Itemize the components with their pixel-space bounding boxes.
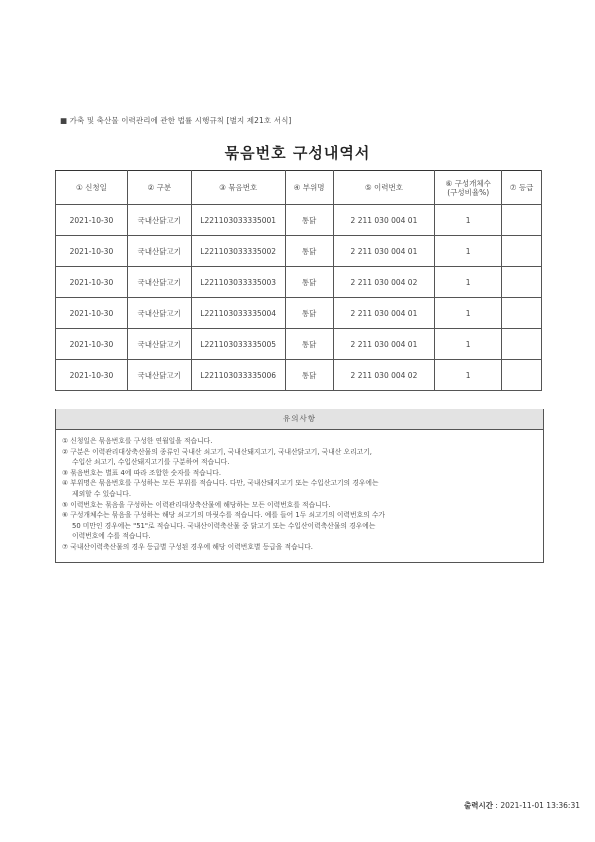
col-header-grade: ⑦ 등급 xyxy=(502,171,542,205)
table-row xyxy=(56,267,542,298)
col-header-category: ② 구분 xyxy=(127,171,191,205)
cell-bundle-number: L221103033335005 xyxy=(191,329,285,360)
cell-count: 1 xyxy=(435,205,502,236)
cell-count: 1 xyxy=(435,267,502,298)
cell-bundle-number: L221103033335001 xyxy=(191,205,285,236)
note-item: 이력번호에 수를 적습니다. xyxy=(72,532,151,541)
notes-body xyxy=(56,430,543,562)
form-reference-note: ■ 가축 및 축산물 이력관리에 관한 법률 시행규칙 [별지 제21호 서식] xyxy=(60,116,292,125)
cell-bundle-number: L221103033335006 xyxy=(191,360,285,391)
table-row xyxy=(56,360,542,391)
cell-count: 1 xyxy=(435,298,502,329)
col-header-count: ⑥ 구성개체수 (구성비율%) xyxy=(435,171,502,205)
cell-category: 국내산닭고기 xyxy=(127,298,191,329)
col-header-trace-number: ⑤ 이력번호 xyxy=(333,171,435,205)
notes-title: 유의사항 xyxy=(56,409,543,430)
cell-part: 통닭 xyxy=(285,329,333,360)
note-item: 50 미만인 경우에는 "51"로 적습니다. 국내산이력축산물 중 닭고기 또는 수입산이력축산물의 경우에는 xyxy=(72,521,376,530)
cell-part: 통닭 xyxy=(285,298,333,329)
note-item: ① 신청일은 묶음번호를 구성한 연월일을 적습니다. xyxy=(62,437,213,445)
note-item: ③ 묶음번호는 별표 4에 따라 조합한 숫자를 적습니다. xyxy=(62,468,222,477)
cell-grade xyxy=(502,205,542,236)
cell-category: 국내산닭고기 xyxy=(127,205,191,236)
print-time-value: : 2021-11-01 13:36:31 xyxy=(495,801,580,810)
cell-bundle-number: L221103033335004 xyxy=(191,298,285,329)
note-item: 제외할 수 있습니다. xyxy=(72,489,132,498)
note-item: ② 구분은 이력관리대상축산물의 종류인 국내산 쇠고기, 국내산돼지고기, 국내산닭고기, 국내산 오리고기, xyxy=(62,447,372,456)
cell-trace-number: 2 211 030 004 01 xyxy=(333,236,435,267)
table-row xyxy=(56,329,542,360)
table-header-row xyxy=(56,171,542,205)
cell-part: 통닭 xyxy=(285,267,333,298)
note-item: ④ 부위명은 묶음번호를 구성하는 모든 부위를 적습니다. 다만, 국내산돼지고기 또는 수입산고기의 경우에는 xyxy=(62,479,379,488)
cell-date: 2021-10-30 xyxy=(56,298,128,329)
table-row xyxy=(56,205,542,236)
note-item: ⑤ 이력번호는 묶음을 구성하는 이력관리대상축산물에 해당하는 모든 이력번호를 적습니다. xyxy=(62,500,331,509)
cell-part: 통닭 xyxy=(285,236,333,267)
cell-trace-number: 2 211 030 004 02 xyxy=(333,267,435,298)
note-item: ⑦ 국내산이력축산물의 경우 등급별 구성된 경우에 해당 이력번호별 등급을 적습니다. xyxy=(62,542,313,551)
bundle-composition-table xyxy=(55,170,542,391)
cell-date: 2021-10-30 xyxy=(56,360,128,391)
cell-date: 2021-10-30 xyxy=(56,267,128,298)
cell-trace-number: 2 211 030 004 01 xyxy=(333,329,435,360)
cell-grade xyxy=(502,360,542,391)
col-header-date: ① 신청일 xyxy=(56,171,128,205)
print-timestamp xyxy=(464,800,580,811)
cell-date: 2021-10-30 xyxy=(56,205,128,236)
cell-count: 1 xyxy=(435,360,502,391)
note-item: 수입산 쇠고기, 수입산돼지고기를 구분하여 적습니다. xyxy=(72,458,230,467)
cell-date: 2021-10-30 xyxy=(56,329,128,360)
cell-category: 국내산닭고기 xyxy=(127,236,191,267)
cell-category: 국내산닭고기 xyxy=(127,360,191,391)
cell-count: 1 xyxy=(435,329,502,360)
cell-category: 국내산닭고기 xyxy=(127,329,191,360)
cell-grade xyxy=(502,298,542,329)
cell-grade xyxy=(502,329,542,360)
cell-category: 국내산닭고기 xyxy=(127,267,191,298)
cell-trace-number: 2 211 030 004 01 xyxy=(333,298,435,329)
cell-part: 통닭 xyxy=(285,205,333,236)
col-header-part: ④ 부위명 xyxy=(285,171,333,205)
cell-bundle-number: L221103033335003 xyxy=(191,267,285,298)
cell-trace-number: 2 211 030 004 02 xyxy=(333,360,435,391)
cell-grade xyxy=(502,267,542,298)
cell-grade xyxy=(502,236,542,267)
table-row xyxy=(56,298,542,329)
col-header-bundle-number: ③ 묶음번호 xyxy=(191,171,285,205)
cell-trace-number: 2 211 030 004 01 xyxy=(333,205,435,236)
cell-bundle-number: L221103033335002 xyxy=(191,236,285,267)
print-time-label: 출력시간 xyxy=(464,801,494,810)
note-item: ⑥ 구성개체수는 묶음을 구성하는 해당 쇠고기의 마릿수를 적습니다. 예를 들어 1두 쇠고기의 이력번호의 수가 xyxy=(62,511,385,520)
document-title: 묶음번호 구성내역서 xyxy=(224,144,371,162)
cell-date: 2021-10-30 xyxy=(56,236,128,267)
table-row xyxy=(56,236,542,267)
cell-count: 1 xyxy=(435,236,502,267)
cell-part: 통닭 xyxy=(285,360,333,391)
notes-section xyxy=(55,409,544,563)
